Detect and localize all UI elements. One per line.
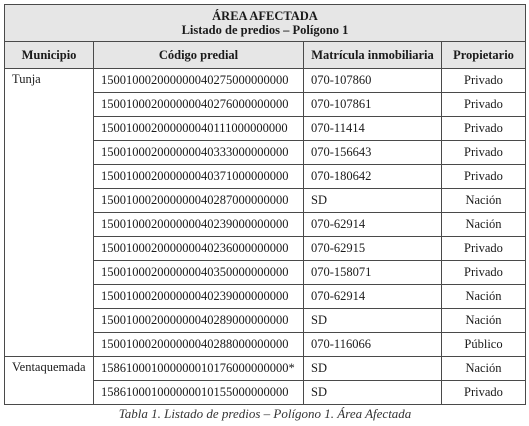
cell-propietario: Nación xyxy=(442,189,526,213)
cell-codigo-predial: 158610001000000010155000000000 xyxy=(94,381,304,405)
table-title-row xyxy=(5,5,526,42)
table-row xyxy=(5,357,526,381)
cell-codigo-predial: 150010002000000040287000000000 xyxy=(94,189,304,213)
cell-matricula: 070-116066 xyxy=(304,333,442,357)
cell-municipio: Tunja xyxy=(5,69,94,357)
table-header-row xyxy=(5,42,526,69)
table-title: ÁREA AFECTADA xyxy=(212,9,318,23)
cell-propietario: Nación xyxy=(442,285,526,309)
cell-codigo-predial: 150010002000000040350000000000 xyxy=(94,261,304,285)
cell-matricula: 070-107861 xyxy=(304,93,442,117)
cell-matricula: SD xyxy=(304,189,442,213)
cell-propietario: Nación xyxy=(442,309,526,333)
cell-propietario: Privado xyxy=(442,165,526,189)
cell-matricula: 070-180642 xyxy=(304,165,442,189)
cell-codigo-predial: 150010002000000040239000000000 xyxy=(94,213,304,237)
cell-propietario: Privado xyxy=(442,93,526,117)
cell-matricula: 070-107860 xyxy=(304,69,442,93)
cell-codigo-predial: 150010002000000040111000000000 xyxy=(94,117,304,141)
header-municipio: Municipio xyxy=(5,42,94,69)
header-codigo-predial: Código predial xyxy=(94,42,304,69)
cell-codigo-predial: 150010002000000040289000000000 xyxy=(94,309,304,333)
cell-matricula: SD xyxy=(304,357,442,381)
header-matricula: Matrícula inmobiliaria xyxy=(304,42,442,69)
cell-matricula: 070-62914 xyxy=(304,213,442,237)
cell-propietario: Privado xyxy=(442,381,526,405)
parcels-table xyxy=(4,4,526,422)
cell-matricula: 070-11414 xyxy=(304,117,442,141)
cell-codigo-predial: 150010002000000040239000000000 xyxy=(94,285,304,309)
table-title-cell xyxy=(5,5,526,42)
cell-propietario: Nación xyxy=(442,357,526,381)
cell-propietario: Nación xyxy=(442,213,526,237)
cell-matricula: SD xyxy=(304,309,442,333)
cell-codigo-predial: 150010002000000040371000000000 xyxy=(94,165,304,189)
table-caption: Tabla 1. Listado de predios – Polígono 1. Área Afectada xyxy=(118,406,412,421)
cell-codigo-predial: 150010002000000040288000000000 xyxy=(94,333,304,357)
cell-codigo-predial: 150010002000000040236000000000 xyxy=(94,237,304,261)
header-propietario: Propietario xyxy=(442,42,526,69)
cell-propietario: Privado xyxy=(442,117,526,141)
cell-matricula: 070-62915 xyxy=(304,237,442,261)
table-row xyxy=(5,69,526,93)
cell-propietario: Público xyxy=(442,333,526,357)
cell-matricula: SD xyxy=(304,381,442,405)
cell-codigo-predial: 158610001000000010176000000000* xyxy=(94,357,304,381)
cell-municipio: Ventaquemada xyxy=(5,357,94,405)
cell-propietario: Privado xyxy=(442,261,526,285)
cell-matricula: 070-62914 xyxy=(304,285,442,309)
cell-propietario: Privado xyxy=(442,237,526,261)
cell-matricula: 070-158071 xyxy=(304,261,442,285)
cell-codigo-predial: 150010002000000040333000000000 xyxy=(94,141,304,165)
cell-matricula: 070-156643 xyxy=(304,141,442,165)
cell-codigo-predial: 150010002000000040275000000000 xyxy=(94,69,304,93)
cell-codigo-predial: 150010002000000040276000000000 xyxy=(94,93,304,117)
table-body xyxy=(5,69,526,405)
table-subtitle: Listado de predios – Polígono 1 xyxy=(181,23,349,37)
cell-propietario: Privado xyxy=(442,141,526,165)
cell-propietario: Privado xyxy=(442,69,526,93)
